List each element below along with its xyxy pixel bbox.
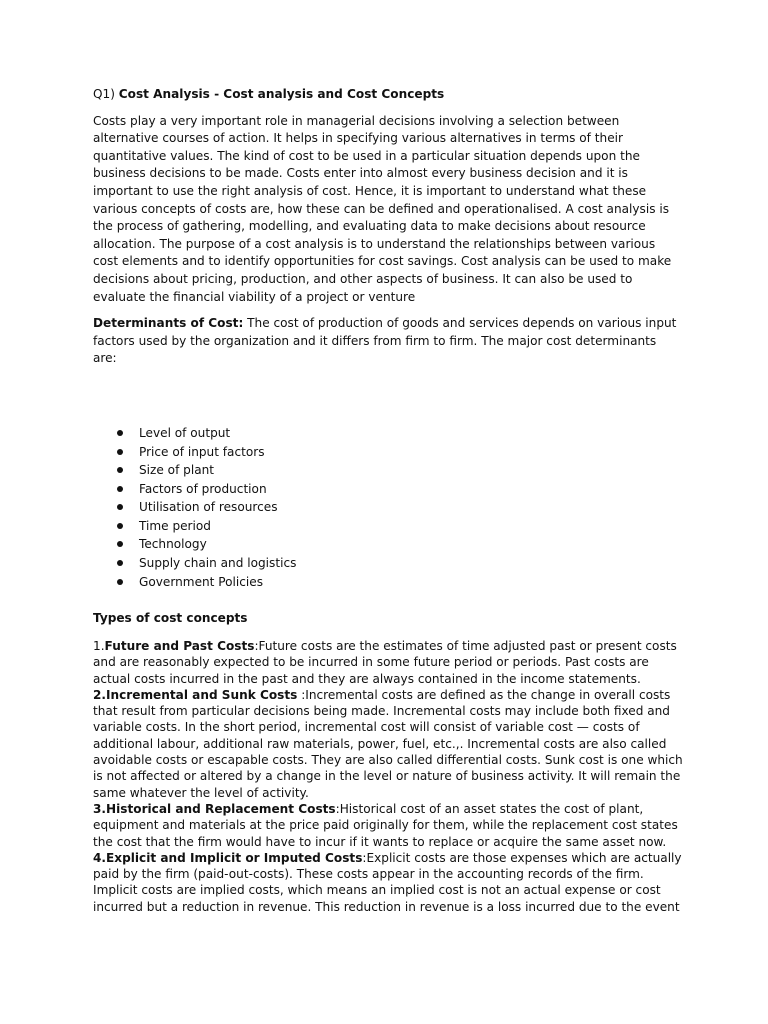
types-heading: Types of cost concepts (93, 611, 248, 625)
type-term: Historical and Replacement Costs (106, 801, 336, 816)
question-prefix: Q1) (93, 87, 115, 101)
list-item: Level of output (93, 424, 683, 443)
type-item-explicit-implicit: 4.Explicit and Implicit or Imputed Costs:Explicit costs are those expenses which are actually paid by the firm (paid-out-costs). These costs appear in the accounting records of the firm. Implicit costs are implied costs, which means an implied cost is not an actual expense or cost incurred but a reduction in revenue. This reduction in revenue is a loss incurred due to the event (93, 850, 682, 914)
type-item-incremental-sunk: 2.Incremental and Sunk Costs :Incremental costs are defined as the change in overall costs that result from particular decisions being made. Incremental costs may include both fixed and variable costs. In the short period, incremental cost will consist of variable cost — costs of additional labour, additional raw materials, power, fuel, etc.,. Incremental costs are also called avoidable costs or escapable costs. They are also called differential costs. Sunk cost is one which is not affected or altered by a change in the level or nature of business activity. It will remain the same whatever the level of activity. (93, 687, 683, 800)
type-text: :Future costs are the estimates of time adjusted past or present costs and are reasonably expected to be incurred in some future period or periods. Past costs are actual costs incurred in the past and they are always contained in the income statements. (93, 639, 677, 686)
question-title: Cost Analysis - Cost analysis and Cost Concepts (118, 87, 445, 101)
type-term: Future and Past Costs (104, 639, 255, 653)
types-block (93, 638, 683, 915)
determinants-text: The cost of production of goods and services depends on various input factors used by the organization and it differs from firm to firm. The major cost determinants are: (93, 316, 677, 366)
type-text: :Incremental costs are defined as the change in overall costs that result from particular decisions being made. Incremental costs may include both fixed and variable costs. In the short period, incremental cost will consist of variable cost — costs of additional labour, additional raw materials, power, fuel, etc.,. Incremental costs are also called avoidable costs or escapable costs. They are also called differential costs. Sunk cost is one which is not affected or altered by a change in the level or nature of business activity. It will remain the same whatever the level of activity. (93, 687, 683, 800)
determinants-label: Determinants of Cost: (93, 316, 244, 331)
determinants-paragraph (93, 315, 683, 368)
type-term: Explicit and Implicit or Imputed Costs (106, 850, 363, 865)
intro-paragraph: Costs play a very important role in managerial decisions involving a selection between alternative courses of action. It helps in specifying various alternatives in terms of their quantitative values. The kind of cost to be used in a particular situation depends upon the business decisions to be made. Costs enter into almost every business decision and it is important to use the right analysis of cost. Hence, it is important to understand what these various concepts of costs are, how these can be defined and operationalised. A cost analysis is the process of gathering, modelling, and evaluating data to make decisions about resource allocation. The purpose of a cost analysis is to understand the relationships between various cost elements and to identify opportunities for cost savings. Cost analysis can be used to make decisions about pricing, production, and other aspects of business. It can also be used to evaluate the financial viability of a project or venture (93, 113, 672, 304)
determinants-list (93, 424, 683, 591)
type-item-historical-replacement: 3.Historical and Replacement Costs:Historical cost of an asset states the cost of plant, equipment and materials at the price paid originally for them, while the replacement cost states the cost that the firm would have to incur if it wants to replace or acquire the same asset now. (93, 801, 678, 849)
list-item: Utilisation of resources (93, 498, 683, 517)
list-item: Price of input factors (93, 443, 683, 462)
list-item: Factors of production (93, 480, 683, 499)
type-item-future-past: 1.Future and Past Costs:Future costs are the estimates of time adjusted past or present costs and are reasonably expected to be incurred in some future period or periods. Past costs are actual costs incurred in the past and they are always contained in the income statements. (93, 639, 677, 686)
list-item: Supply chain and logistics (93, 554, 683, 573)
list-item: Time period (93, 517, 683, 536)
list-item: Size of plant (93, 461, 683, 480)
type-term: Incremental and Sunk Costs (106, 687, 298, 702)
type-text: :Explicit costs are those expenses which are actually paid by the firm (paid-out-costs). These costs appear in the accounting records of the firm. Implicit costs are implied costs, which means an implied cost is not an actual expense or cost incurred but a reduction in revenue. This reduction in revenue is a loss incurred due to the event (93, 850, 682, 914)
document-page (93, 86, 683, 914)
type-text: :Historical cost of an asset states the cost of plant, equipment and materials at the price paid originally for them, while the replacement cost states the cost that the firm would have to incur if it wants to replace or acquire the same asset now. (93, 801, 678, 849)
question-heading (93, 86, 683, 104)
list-item: Government Policies (93, 573, 683, 592)
list-item: Technology (93, 535, 683, 554)
